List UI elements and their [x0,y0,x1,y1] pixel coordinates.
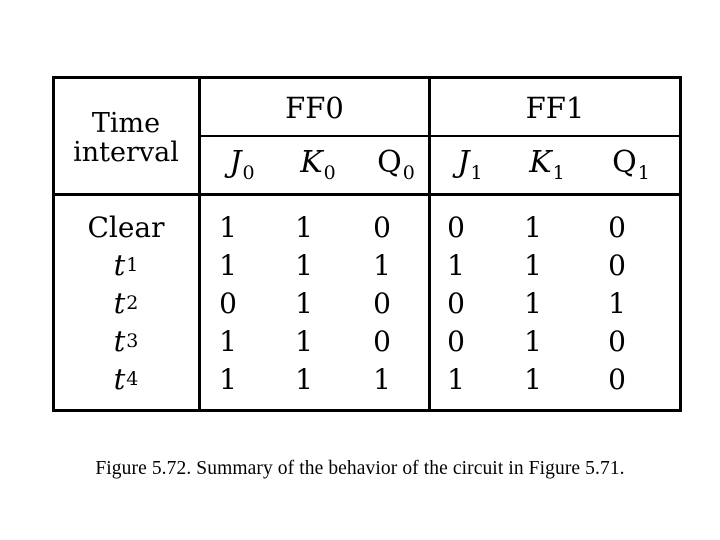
table-cell: 1 [524,324,542,358]
table-cell: 0 [219,286,237,320]
column-header-j1 [435,138,505,190]
column-header-subscript: 0 [402,161,415,184]
column-header-subscript: 0 [323,161,336,184]
table-cell: 0 [608,362,626,396]
table-cell: 1 [524,210,542,244]
table-cell: 1 [608,286,626,320]
table-cell: 1 [295,210,313,244]
table-cell: 1 [295,362,313,396]
row-label-text: t [113,362,126,396]
table-cell: 1 [219,210,237,244]
row-label-text: t [113,248,126,282]
column-header-symbol: $J_0$ [229,144,255,184]
divider-header-body [52,193,682,196]
column-header-subscript: 1 [552,161,565,184]
table-cell: 0 [608,248,626,282]
group-header-ff0: FF0 [285,90,344,125]
column-header-k1 [512,138,582,190]
column-header-subscript: 1 [470,161,483,184]
table-cell: 1 [219,362,237,396]
table-cell: 1 [295,286,313,320]
row-label [58,284,194,322]
table-cell: 1 [219,248,237,282]
row-label-text: Clear [87,210,165,244]
table-border-top [52,76,682,79]
column-header-q1 [588,138,674,190]
table-cell: 0 [373,210,391,244]
column-header-subscript: 0 [242,161,255,184]
table-cell: 0 [608,324,626,358]
column-header-j0 [207,138,277,190]
column-header-subscript: 1 [637,161,650,184]
row-label [58,360,194,398]
table-border-bottom [52,409,682,412]
row-label-subscript: 3 [126,330,139,352]
table-cell: 1 [295,248,313,282]
figure-caption: Figure 5.72. Summary of the behavior of the circuit in Figure 5.71. [95,458,625,479]
row-label-subscript: 1 [126,254,139,276]
table-cell: 0 [608,210,626,244]
time-interval-header [58,98,194,178]
column-header-symbol: $K_0$ [300,144,336,184]
row-label [58,322,194,360]
column-header-q0 [361,138,431,190]
table-cell: 0 [447,324,465,358]
table-cell: 1 [447,362,465,396]
table-cell: 1 [219,324,237,358]
table-cell: 0 [373,286,391,320]
table-cell: 1 [524,248,542,282]
table-cell: 0 [373,324,391,358]
row-label [58,208,194,246]
group-header-ff1: FF1 [525,90,585,125]
row-label-text: t [113,324,126,358]
row-label-subscript: 4 [126,368,139,390]
table-border-right [679,76,682,412]
table-cell: 1 [295,324,313,358]
column-header-symbol: $Q_1$ [612,144,650,184]
table-cell: 0 [447,210,465,244]
column-header-k0 [283,138,353,190]
column-header-symbol: $K_1$ [529,144,565,184]
time-interval-line-1: Time [91,107,161,139]
table-cell: 1 [373,362,391,396]
row-label [58,246,194,284]
flip-flop-behavior-table [52,76,682,412]
table-cell: 0 [447,286,465,320]
column-header-symbol: $J_1$ [457,144,483,184]
table-cell: 1 [373,248,391,282]
divider-group-header [201,135,679,137]
time-interval-line-2: interval [73,137,179,168]
column-header-symbol: $Q_0$ [377,144,415,184]
table-cell: 1 [447,248,465,282]
row-label-subscript: 2 [126,292,139,314]
table-cell: 1 [524,362,542,396]
table-cell: 1 [524,286,542,320]
row-label-text: t [113,286,126,320]
table-border-left [52,76,55,412]
